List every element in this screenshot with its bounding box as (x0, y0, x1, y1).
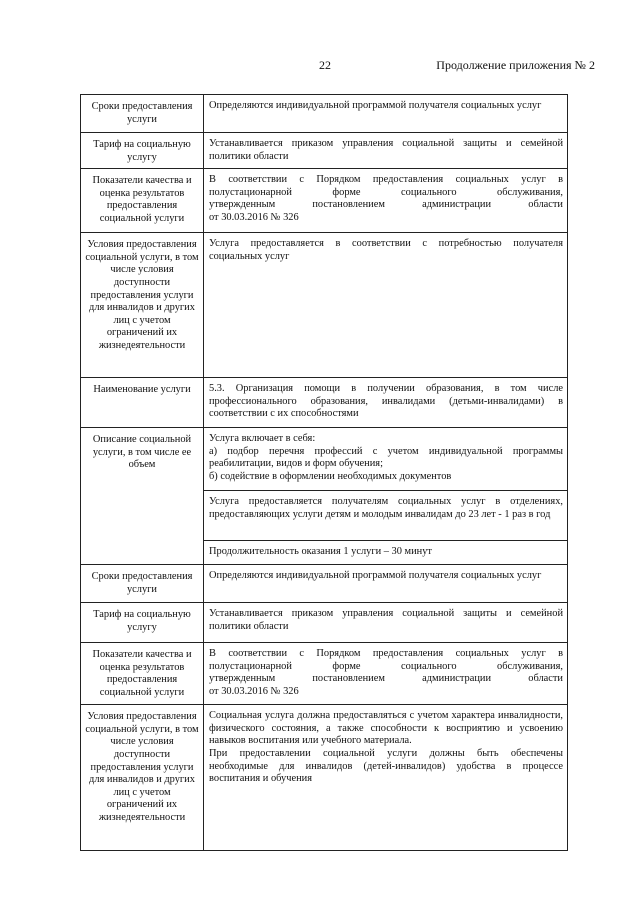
appendix-continuation-header: Продолжение приложения № 2 (436, 58, 595, 72)
row-label-conditions: Условия предоставления социальной услуги, в том числе условия доступности предоставления услуги для инвалидов и других лиц с учетом ограничений их жизнедеятельности (81, 233, 204, 378)
row-label-service-terms: Сроки предоставления услуги (81, 565, 204, 603)
table-row (81, 603, 568, 643)
service-contents-block (204, 428, 567, 490)
conditions-paragraph: Социальная услуга должна предоставляться с учетом характера инвалидности, физического состояния, а также способности к восприятию и усвоению навыков воспитания или учебного материала. (209, 710, 563, 747)
table-row (81, 643, 568, 705)
table-row (81, 705, 568, 851)
table-row (81, 169, 568, 233)
row-value-service-name: 5.3. Организация помощи в получении образования, в том числе профессионального образования, инвалидами (детьми-инвалидами) в соответствии с их способностями (204, 378, 568, 428)
table-row (81, 133, 568, 169)
row-value-service-description (204, 428, 568, 565)
quality-text-line: В соответствии с Порядком предоставления социальных услуг в (209, 174, 563, 186)
social-service-table (80, 94, 568, 851)
row-value-tariff: Устанавливается приказом управления социальной защиты и семейной политики области (204, 603, 568, 643)
quality-text-line: утвержденным постановлением администрации области (209, 673, 563, 685)
row-label-service-description: Описание социальной услуги, в том числе ее объем (81, 428, 204, 565)
row-value-tariff: Устанавливается приказом управления социальной защиты и семейной политики области (204, 133, 568, 169)
table-row (81, 233, 568, 378)
row-value-quality-indicators (204, 169, 568, 233)
service-duration-block: Продолжительность оказания 1 услуги – 30 минут (204, 540, 567, 564)
service-contents-item-a: а) подбор перечня профессий с учетом индивидуальной программы реабилитации, видов и форм обучения; (209, 445, 563, 470)
row-label-conditions: Условия предоставления социальной услуги, в том числе условия доступности предоставления услуги для инвалидов и других лиц с учетом ограничений их жизнедеятельности (81, 705, 204, 851)
row-value-service-terms: Определяются индивидуальной программой получателя социальных услуг (204, 95, 568, 133)
conditions-paragraph: При предоставлении социальной услуги должны быть обеспечены необходимые для инвалидов (детей-инвалидов) удобства в процессе воспитания и обучения (209, 747, 563, 785)
row-label-quality-indicators: Показатели качества и оценка результатов предоставления социальной услуги (81, 643, 204, 705)
row-value-quality-indicators (204, 643, 568, 705)
row-label-tariff: Тариф на социальную услугу (81, 603, 204, 643)
service-recipients-block: Услуга предоставляется получателям социальных услуг в отделениях, предоставляющих услуги детям и молодым инвалидам до 23 лет - 1 раз в год (204, 490, 567, 540)
page-number: 22 (319, 58, 331, 72)
quality-text-line: от 30.03.2016 № 326 (209, 211, 299, 223)
service-contents-item-b: б) содействие в оформлении необходимых документов (209, 470, 452, 482)
row-label-quality-indicators: Показатели качества и оценка результатов предоставления социальной услуги (81, 169, 204, 233)
row-value-conditions (204, 705, 568, 851)
table-row (81, 95, 568, 133)
quality-text-line: В соответствии с Порядком предоставления социальных услуг в (209, 648, 563, 660)
service-contents-intro: Услуга включает в себя: (209, 433, 316, 445)
row-value-conditions: Услуга предоставляется в соответствии с потребностью получателя социальных услуг (204, 233, 568, 378)
quality-text-line: полустационарной форме социального обслуживания, (209, 660, 563, 672)
row-value-service-terms: Определяются индивидуальной программой получателя социальных услуг (204, 565, 568, 603)
quality-text-line: полустационарной форме социального обслуживания, (209, 186, 563, 198)
row-label-tariff: Тариф на социальную услугу (81, 133, 204, 169)
table-row (81, 428, 568, 565)
table-row (81, 378, 568, 428)
row-label-service-name: Наименование услуги (81, 378, 204, 428)
quality-text-line: от 30.03.2016 № 326 (209, 685, 299, 697)
table-row (81, 565, 568, 603)
quality-text-line: утвержденным постановлением администрации области (209, 199, 563, 211)
row-label-service-terms: Сроки предоставления услуги (81, 95, 204, 133)
